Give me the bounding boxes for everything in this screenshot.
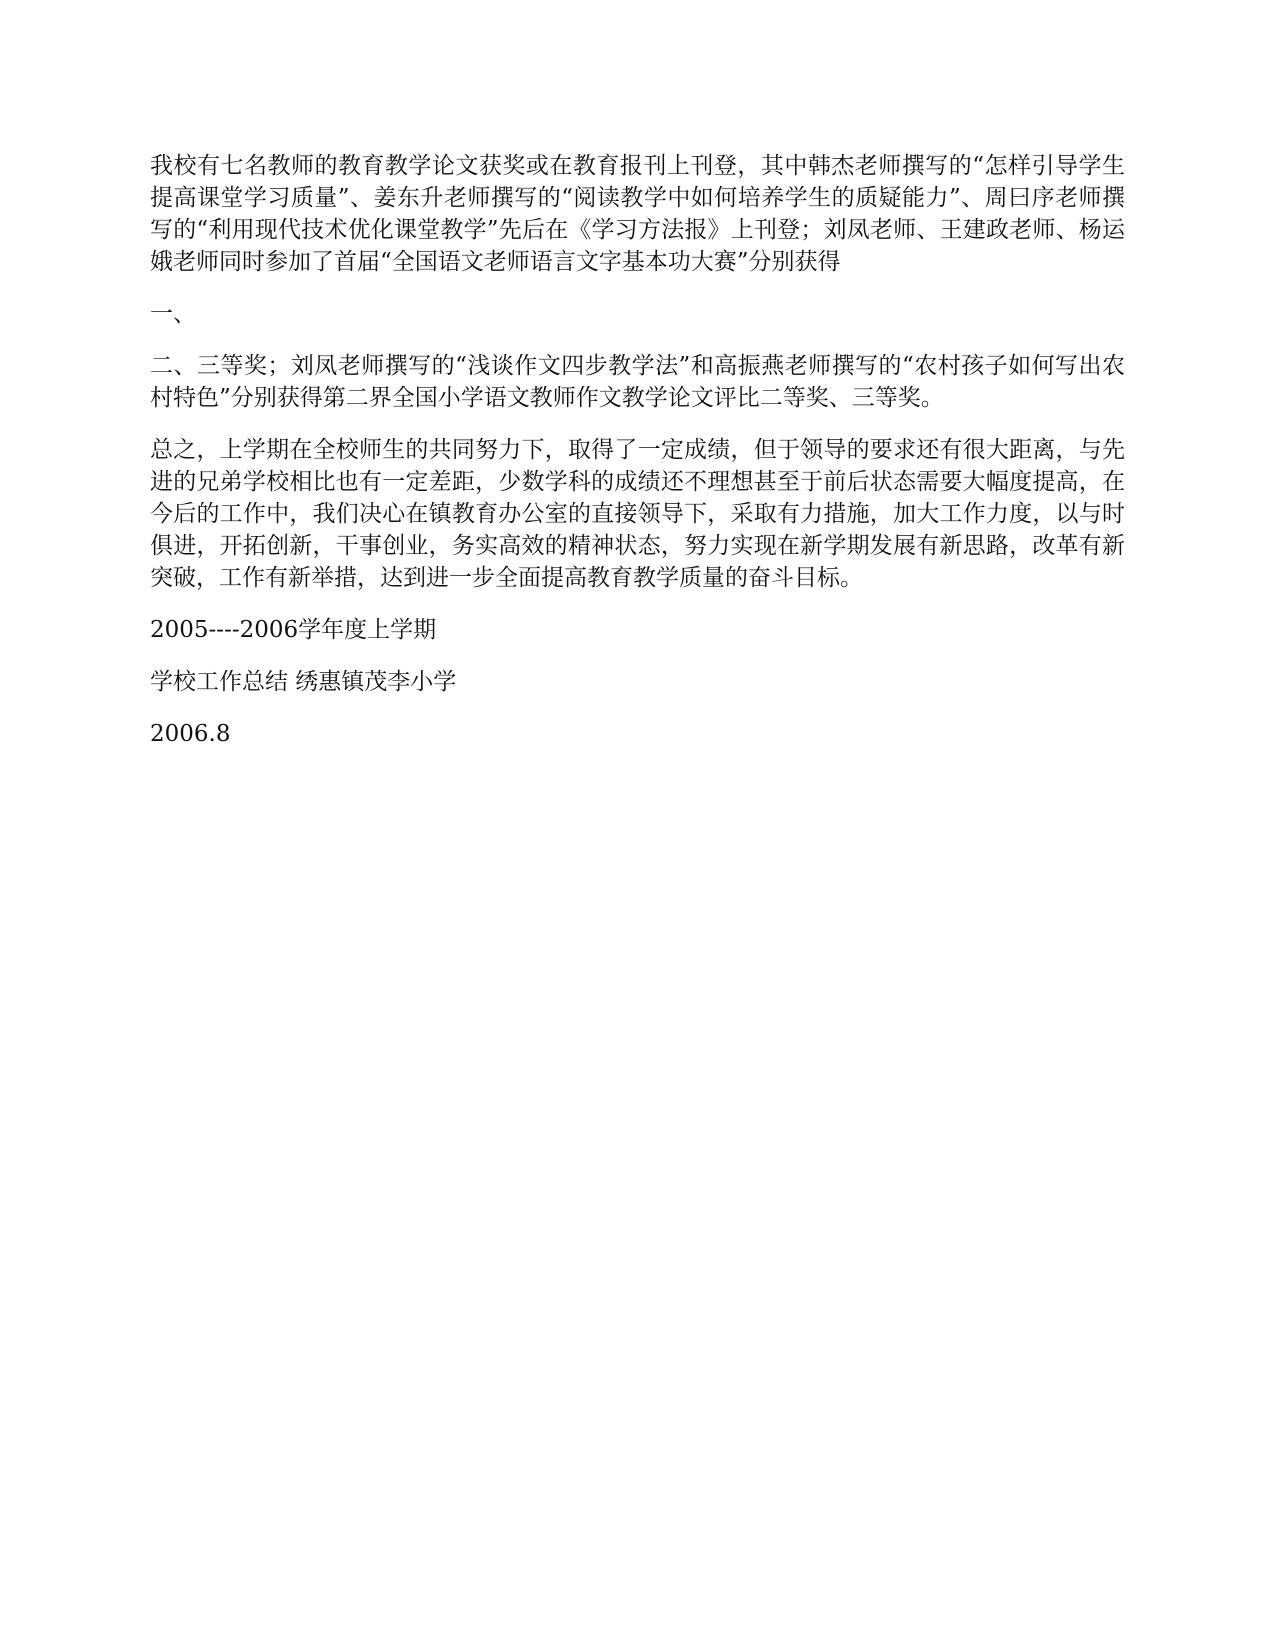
paragraph-first-prize-fragment: 一、: [150, 301, 196, 327]
report-title-and-school: 学校工作总结 绣惠镇茂李小学: [150, 669, 457, 695]
paragraph-awards: 我校有七名教师的教育教学论文获奖或在教育报刊上刊登，其中韩杰老师撰写的“怎样引导学生提高课堂学习质量”、姜东升老师撰写的“阅读教学中如何培养学生的质疑能力”、周曰序老师撰写的“利用现代技术优化课堂教学”先后在《学习方法报》上刊登；刘凤老师、王建政老师、杨运娥老师同时参加了首届“全国语文老师语言文字基本功大赛”分别获得: [150, 153, 1125, 275]
paragraph-conclusion: 总之，上学期在全校师生的共同努力下，取得了一定成绩，但于领导的要求还有很大距离，与先进的兄弟学校相比也有一定差距，少数学科的成绩还不理想甚至于前后状态需要大幅度提高，在今后的工作中，我们决心在镇教育办公室的直接领导下，采取有力措施，加大工作力度，以与时俱进，开拓创新，干事创业，务实高效的精神状态，努力实现在新学期发展有新思路，改革有新突破，工作有新举措，达到进一步全面提高教育教学质量的奋斗目标。: [150, 437, 1125, 591]
term-label: 2005----2006学年度上学期: [150, 617, 437, 643]
document-body: [150, 150, 1125, 770]
report-date: 2006.8: [150, 721, 231, 747]
paragraph-second-third-prizes: 二、三等奖；刘凤老师撰写的“浅谈作文四步教学法”和高振燕老师撰写的“农村孩子如何写出农村特色”分别获得第二界全国小学语文教师作文教学论文评比二等奖、三等奖。: [150, 353, 1125, 411]
